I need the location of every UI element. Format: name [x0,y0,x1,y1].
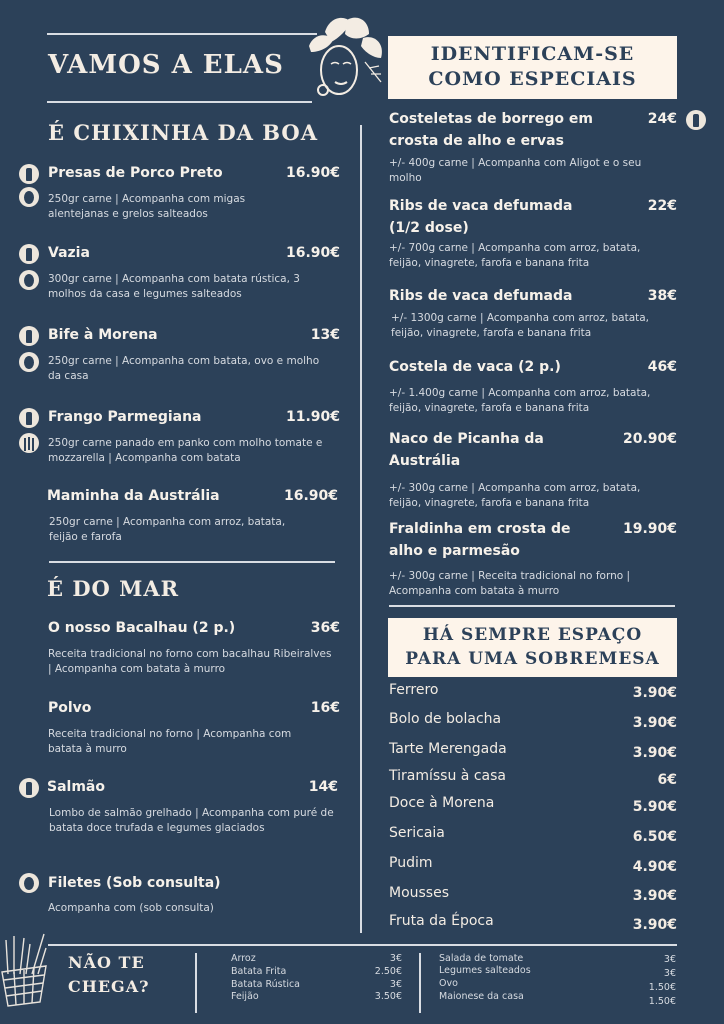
footer-rule [48,944,677,946]
dessert-name: Bolo de bolacha [389,711,502,727]
dessert-price: 3.90€ [632,745,677,761]
menu-item-desc: Receita tradicional no forno com bacalhau Ribeiralves | Acompanha com batata à murro [48,648,332,675]
side-name: Legumes salteados [439,965,531,976]
side-price: 3.50€ [374,991,402,1002]
menu-item-price: 14€ [308,779,338,795]
egg-icon [19,187,39,207]
menu-item-desc: 250gr carne | Acompanha com batata, ovo e molho da casa [48,355,320,382]
menu-item-name: Presas de Porco Preto [48,165,223,181]
side-name: Arroz [231,953,256,964]
menu-item-desc: Lombo de salmão grelhado | Acompanha com puré de batata doce trufada e legumes glaciados [49,807,334,834]
menu-item-desc: Receita tradicional no forno | Acompanha com batata à murro [48,728,292,755]
dessert-name: Tiramíssu à casa [389,768,506,784]
dessert-name: Pudim [389,855,433,871]
menu-item-name: Vazia [48,245,90,261]
dessert-price: 6€ [657,772,677,788]
side-name: Salada de tomate [439,953,524,964]
egg-icon [19,270,39,290]
menu-item-name: Costela de vaca (2 p.) [389,359,561,375]
dessert-price: 5.90€ [632,799,677,815]
menu-item-price: 38€ [647,288,677,304]
menu-item-name: Salmão [47,779,105,795]
menu-item-desc: +/- 300g carne | Acompanha com arroz, batata, feijão, vinagrete, farofa e banana frita [389,482,641,509]
menu-item-price: 19.90€ [622,521,677,537]
bottle-icon [19,778,39,798]
section-heading-meat: É CHIXINHA DA BOA [48,120,318,145]
dessert-name: Doce à Morena [389,795,495,811]
menu-item-desc: +/- 1.400g carne | Acompanha com arroz, batata, feijão, vinagrete, farofa e banana frita [389,387,651,414]
side-name: Ovo [439,978,458,989]
dessert-price: 3.90€ [632,888,677,904]
menu-item-price: 36€ [310,620,340,636]
footer-divider [195,953,197,1013]
title-top-rule [47,33,317,35]
menu-item-price: 16.90€ [285,245,340,261]
fries-basket-icon [0,930,50,1010]
title-bottom-rule [47,101,312,103]
bottle-icon [19,408,39,428]
menu-item-price: 24€ [647,111,677,127]
bottle-icon [19,326,39,346]
heading-line: IDENTIFICAM-SE [430,43,635,65]
bottle-icon [19,244,39,264]
dessert-name: Mousses [389,885,450,901]
bottle-icon [19,164,39,184]
dessert-price: 4.90€ [632,859,677,875]
menu-item-price: 11.90€ [285,409,340,425]
section-heading-sea: É DO MAR [47,576,180,601]
column-divider [360,125,362,933]
menu-item-price: 20.90€ [622,431,677,447]
menu-item-price: 16.90€ [283,488,338,504]
side-name: Batata Rústica [231,979,301,990]
section-divider [389,605,675,607]
side-price: 3€ [663,954,676,965]
menu-item-desc: 300gr carne | Acompanha com batata rústica, 3 molhos da casa e legumes salteados [48,273,300,300]
menu-item-name: Costeletas de borrego em crosta de alho e ervas [389,111,593,149]
dessert-price: 3.90€ [632,685,677,701]
section-heading-specials [388,36,677,99]
side-price: 1.50€ [648,982,676,993]
menu-item-desc: Acompanha com (sob consulta) [48,902,214,914]
heading-line: PARA UMA SOBREMESA [405,649,660,669]
menu-item-desc: +/- 1300g carne | Acompanha com arroz, batata, feijão, vinagrete, farofa e banana frita [391,312,650,339]
menu-item-desc: 250gr carne | Acompanha com arroz, batata, feijão e farofa [49,516,286,543]
menu-item-name: Naco de Picanha da Austrália [389,431,544,469]
heading-line: HÁ SEMPRE ESPAÇO [422,625,643,645]
menu-item-name: Ribs de vaca defumada (1/2 dose) [389,198,573,236]
wheat-icon [19,433,39,453]
menu-item-name: Frango Parmegiana [48,409,202,425]
menu-item-price: 22€ [647,198,677,214]
menu-item-name: O nosso Bacalhau (2 p.) [48,620,236,636]
dessert-price: 3.90€ [632,715,677,731]
menu-item-desc: +/- 700g carne | Acompanha com arroz, batata, feijão, vinagrete, farofa e banana frita [389,242,641,269]
woman-face-logo-icon [295,12,387,107]
heading-line: COMO ESPECIAIS [428,68,637,90]
dessert-price: 3.90€ [632,917,677,933]
egg-icon [19,873,39,893]
heading-line: CHEGA? [68,977,150,996]
dessert-name: Ferrero [389,682,439,698]
dessert-name: Fruta da Época [389,913,494,929]
menu-item-name: Filetes (Sob consulta) [48,875,221,891]
menu-title: VAMOS A ELAS [48,50,284,80]
menu-item-desc: +/- 300g carne | Receita tradicional no forno | Acompanha com batata à murro [389,570,631,597]
menu-item-name: Polvo [48,700,92,716]
menu-item-desc: +/- 400g carne | Acompanha com Aligot e o seu molho [389,157,642,184]
sides-heading [68,951,150,999]
menu-item-name: Fraldinha em crosta de alho e parmesão [389,521,571,559]
dessert-name: Sericaia [389,825,445,841]
side-price: 1.50€ [648,996,676,1007]
side-price: 2.50€ [374,966,402,977]
side-price: 3€ [663,968,676,979]
menu-item-price: 16.90€ [285,165,340,181]
menu-item-desc: 250gr carne panado em panko com molho tomate e mozzarella | Acompanha com batata [48,437,323,464]
menu-item-name: Bife à Morena [48,327,158,343]
menu-item-name: Ribs de vaca defumada [389,288,573,304]
menu-item-name: Maminha da Austrália [47,488,220,504]
dessert-name: Tarte Merengada [389,741,507,757]
bottle-icon [686,110,706,130]
heading-line: NÃO TE [68,953,145,972]
menu-item-price: 46€ [647,359,677,375]
footer-divider [419,953,421,1013]
side-price: 3€ [389,953,402,964]
side-name: Feijão [231,991,259,1002]
menu-item-price: 16€ [310,700,340,716]
section-divider [49,561,335,563]
menu-item-desc: 250gr carne | Acompanha com migas alentejanas e grelos salteados [48,193,246,220]
egg-icon [19,352,39,372]
side-name: Batata Frita [231,966,287,977]
side-name: Maionese da casa [439,991,524,1002]
dessert-price: 6.50€ [632,829,677,845]
side-price: 3€ [389,979,402,990]
menu-item-price: 13€ [310,327,340,343]
section-heading-desserts [388,618,677,677]
